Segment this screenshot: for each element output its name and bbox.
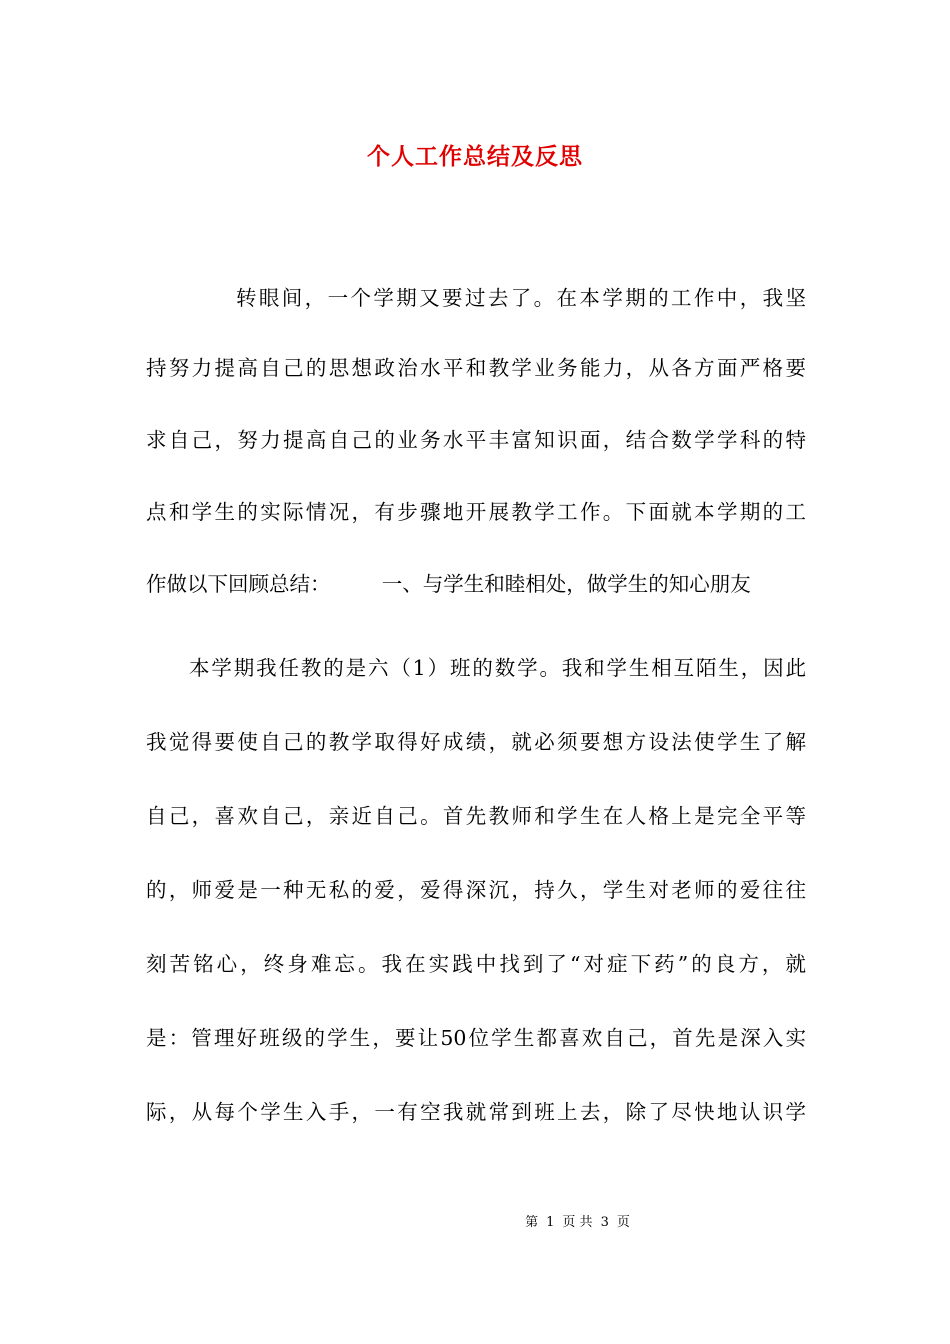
body-line-1: 转眼间，一个学期又要过去了。在本学期的工作中，我坚 — [236, 286, 806, 310]
body-line-7: 我觉得要使自己的教学取得好成绩，就必须要想方设法使学生了解 — [146, 730, 806, 754]
footer-current-page: 1 — [546, 1215, 555, 1230]
document-title: 个人工作总结及反思 — [367, 143, 583, 170]
footer-prefix: 第 — [525, 1215, 539, 1230]
body-line-2: 持努力提高自己的思想政治水平和教学业务能力，从各方面严格要 — [146, 356, 806, 380]
body-line-11: 是：管理好班级的学生，要让50位学生都喜欢自己，首先是深入实 — [146, 1026, 806, 1050]
body-line-4: 点和学生的实际情况，有步骤地开展教学工作。下面就本学期的工 — [146, 500, 806, 524]
body-line-3: 求自己，努力提高自己的业务水平丰富知识面，结合数学学科的特 — [146, 428, 806, 452]
footer-suffix: 页 — [616, 1215, 630, 1230]
body-line-8: 自己，喜欢自己，亲近自己。首先教师和学生在人格上是完全平等 — [146, 804, 806, 828]
footer-mid: 页 共 — [562, 1215, 593, 1230]
body-line-10: 刻苦铭心，终身难忘。我在实践中找到了“对症下药”的良方，就 — [146, 952, 806, 976]
body-line-5: 作做以下回顾总结： 一、与学生和睦相处，做学生的知心朋友 — [146, 572, 751, 596]
body-line-6: 本学期我任教的是六（1）班的数学。我和学生相互陌生，因此 — [189, 656, 806, 680]
footer-total-pages: 3 — [600, 1215, 609, 1230]
body-line-9: 的，师爱是一种无私的爱，爱得深沉，持久，学生对老师的爱往往 — [146, 878, 806, 902]
page-footer — [0, 1211, 950, 1230]
body-line-12: 际，从每个学生入手，一有空我就常到班上去，除了尽快地认识学 — [146, 1100, 806, 1124]
